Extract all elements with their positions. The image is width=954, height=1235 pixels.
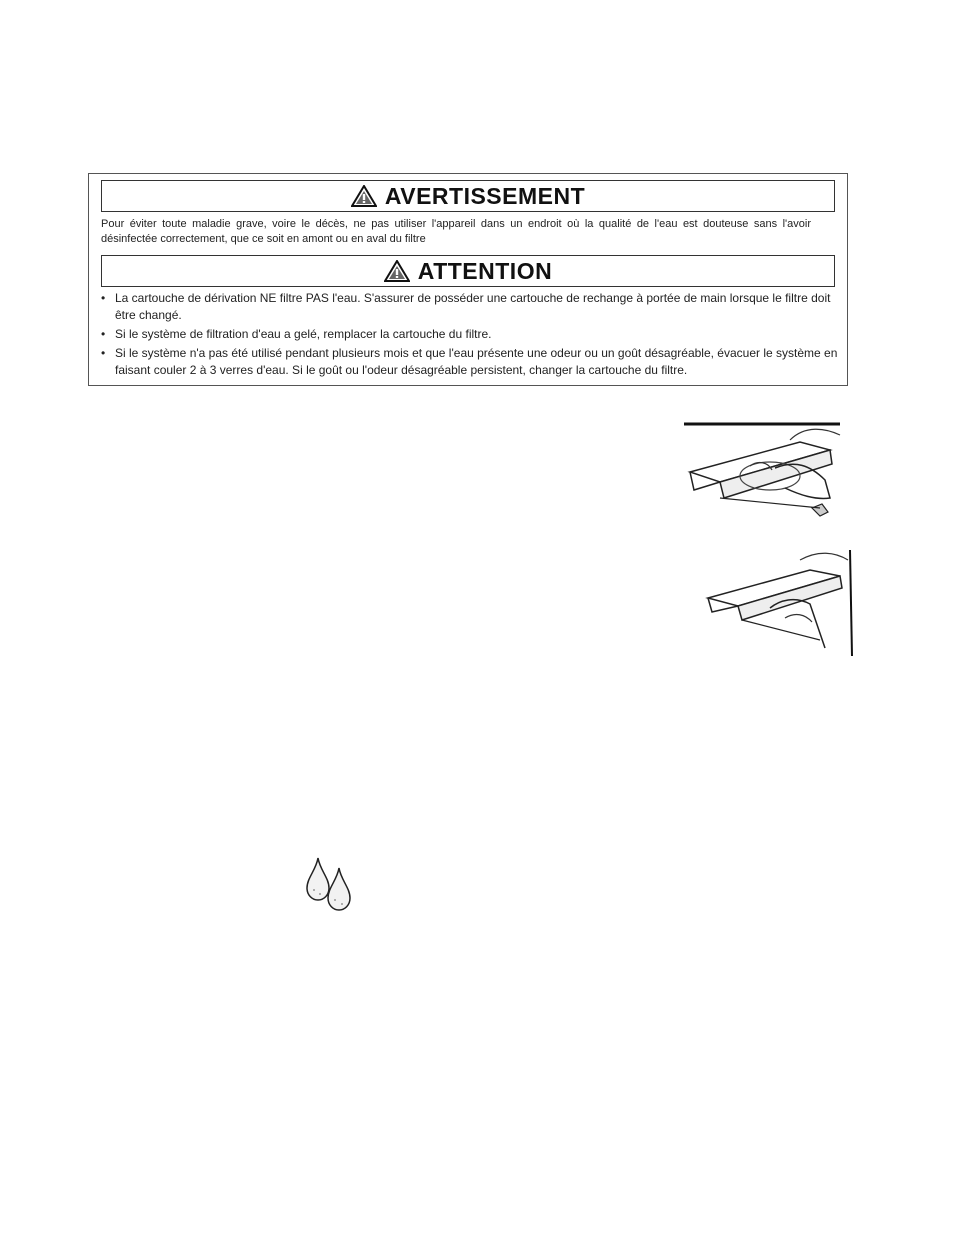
warning-triangle-icon xyxy=(351,185,377,207)
warning-heading xyxy=(101,180,835,212)
warning-triangle-icon xyxy=(384,260,410,282)
filter-removal-illustration xyxy=(680,420,845,525)
caution-heading xyxy=(101,255,835,287)
warning-title: AVERTISSEMENT xyxy=(384,182,586,209)
safety-panel xyxy=(88,173,848,386)
caution-list xyxy=(99,290,847,381)
filter-insert-illustration xyxy=(700,548,855,658)
water-drops-icon xyxy=(303,856,355,912)
list-item: • La cartouche de dérivation NE filtre PAS l'eau. S'assurer de posséder une cartouche de rechange à portée de main lorsque le filtre doit être changé. xyxy=(99,290,847,324)
list-item: • Si le système de filtration d'eau a gelé, remplacer la cartouche du filtre. xyxy=(99,326,847,343)
list-item: • Si le système n'a pas été utilisé pendant plusieurs mois et que l'eau présente une odeur ou un goût désagréable, évacuer le système en faisant couler 2 à 3 verres d'eau. Si le goût ou l'odeur désagréable persistent, changer la cartouche du filtre. xyxy=(99,345,847,379)
caution-title: ATTENTION xyxy=(417,257,553,284)
warning-text: Pour éviter toute maladie grave, voire le décès, ne pas utiliser l'appareil dans un endroit où la qualité de l'eau est douteuse sans l'avoir désinfectée correctement, que ce soit en amont ou en aval du filtre xyxy=(101,218,811,245)
